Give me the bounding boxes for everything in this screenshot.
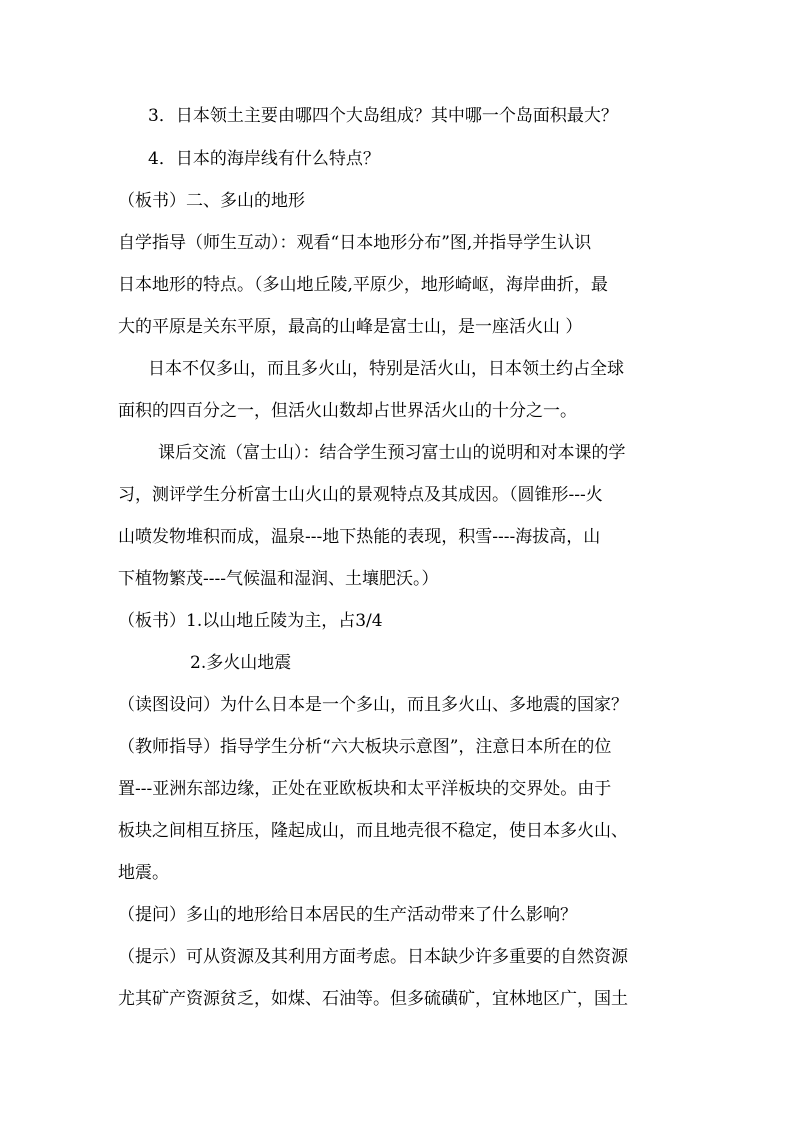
fuji-discussion-line-4: 下植物繁茂----气候温和湿润、土壤肥沃。） [118,569,439,589]
board-point-2: 2.多火山地震 [190,653,292,673]
teacher-guidance-line-1: （教师指导）指导学生分析“六大板块示意图”，注意日本所在的位 [118,737,612,757]
teacher-guidance-line-3: 板块之间相互挤压，隆起成山，而且地壳很不稳定，使日本多火山、 [118,821,628,841]
fuji-discussion-line-2: 习，测评学生分析富士山火山的景观特点及其成因。（圆锥形---火 [118,485,603,505]
fuji-discussion-line-1: 课后交流（富士山）：结合学生预习富士山的说明和对本课的学 [158,443,626,463]
influence-question: （提问）多山的地形给日本居民的生产活动带来了什么影响？ [118,905,577,925]
self-study-line-1: 自学指导（师生互动）：观看“日本地形分布”图,并指导学生认识 [118,233,592,253]
fuji-discussion-line-3: 山喷发物堆积而成，温泉---地下热能的表现，积雪----海拔高，山 [118,527,601,547]
teacher-guidance-line-4: 地震。 [118,863,169,883]
self-study-line-2: 日本地形的特点。（多山地丘陵,平原少，地形崎岖，海岸曲折，最 [118,275,608,295]
question-4: 4．日本的海岸线有什么特点？ [148,149,380,169]
volcano-paragraph-line-2: 面积的四百分之一，但活火山数却占世界活火山的十分之一。 [118,401,577,421]
question-3: 3．日本领土主要由哪四个大岛组成？其中哪一个岛面积最大？ [148,106,618,126]
hint-line-1: （提示）可从资源及其利用方面考虑。日本缺少许多重要的自然资源 [118,947,628,967]
volcano-paragraph-line-1: 日本不仅多山，而且多火山，特别是活火山，日本领土约占全球 [148,359,624,379]
teacher-guidance-line-2: 置---亚洲东部边缘，正处在亚欧板块和太平洋板块的交界处。由于 [118,779,612,799]
map-question: （读图设问）为什么日本是一个多山，而且多火山、多地震的国家？ [118,695,628,715]
board-heading-terrain: （板书）二、多山的地形 [118,191,305,211]
self-study-line-3: 大的平原是关东平原，最高的山峰是富士山，是一座活火山 ） [118,317,583,337]
board-point-1: （板书）1.以山地丘陵为主，占3/4 [118,611,383,631]
hint-line-2: 尤其矿产资源贫乏，如煤、石油等。但多硫磺矿，宜林地区广，国土 [118,989,628,1009]
